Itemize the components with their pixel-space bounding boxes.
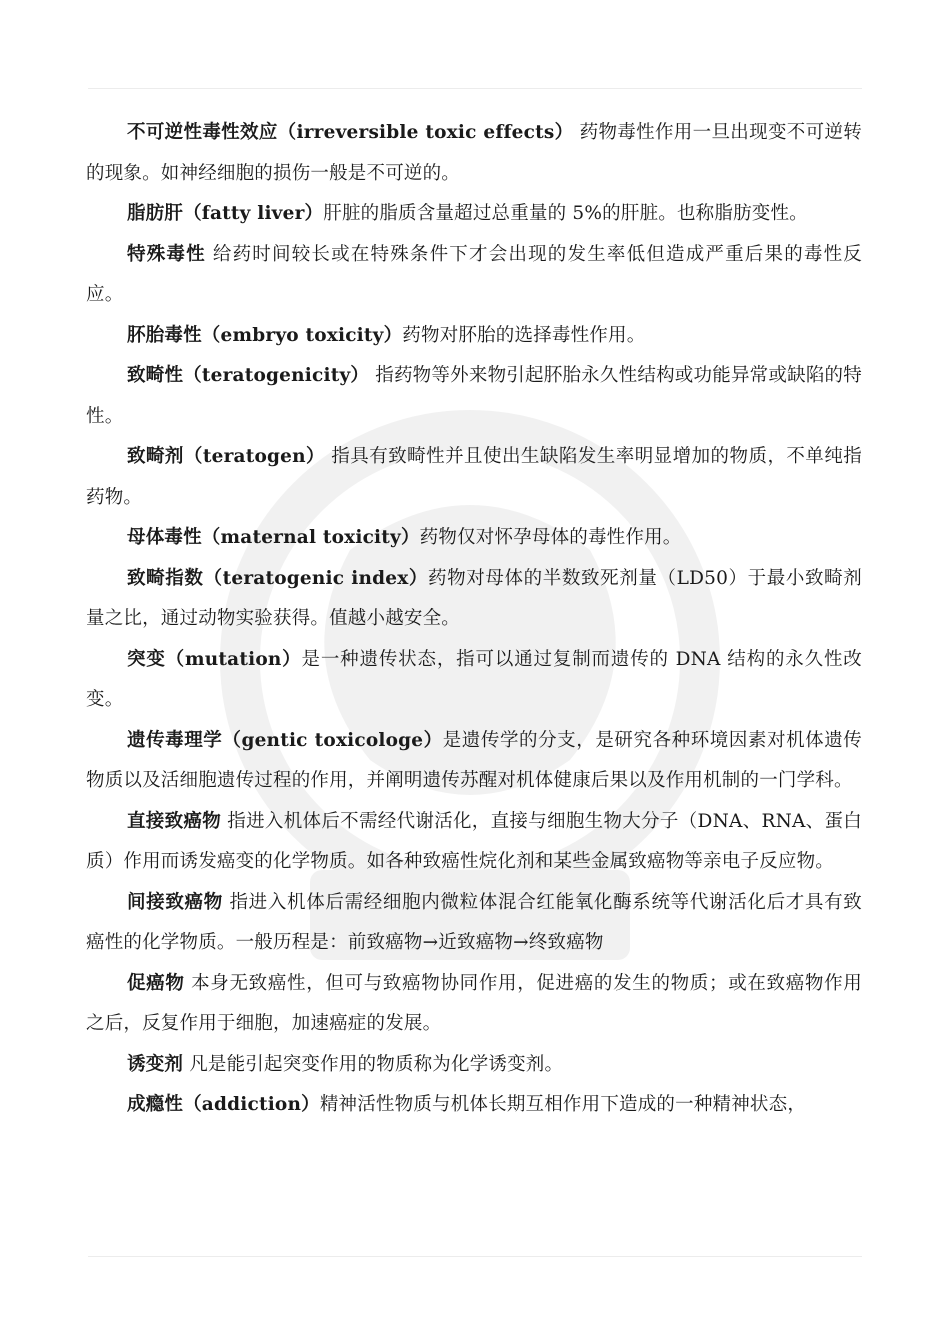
glossary-entry <box>86 1085 862 1126</box>
entry-definition: 精神活性物质与机体长期互相作用下造成的一种精神状态， <box>319 1094 807 1115</box>
entry-term: 遗传毒理学（gentic toxicologe） <box>127 729 443 751</box>
entry-term: 突变（mutation） <box>127 648 302 670</box>
header-rule <box>88 88 862 89</box>
entry-term: 不可逆性毒性效应（irreversible toxic effects） <box>127 122 574 143</box>
entry-definition: 指药物等外来物引起肧胎永久性结构或功能异常或缺陷的特性。 <box>86 365 862 427</box>
entry-definition: 凡是能引起突变作用的物质称为化学诱变剂。 <box>183 1053 564 1075</box>
footer-rule <box>88 1256 862 1257</box>
glossary-entry <box>86 518 862 559</box>
entry-definition: 药物对肧胎的选择毒性作用。 <box>402 324 646 346</box>
entry-definition: 指具有致畸性并且使出生缺陷发生率明显增加的物质，不单纯指药物。 <box>86 446 862 508</box>
glossary-entry <box>86 883 862 964</box>
glossary-entry <box>86 802 862 883</box>
glossary-entry <box>86 964 862 1045</box>
glossary-entry <box>86 316 862 357</box>
glossary-entry <box>86 721 862 802</box>
entry-definition: 药物对母体的半数致死剂量（LD50）于最小致畸剂量之比，通过动物实验获得。值越小越安全。 <box>86 567 863 629</box>
glossary-entry <box>86 437 862 518</box>
entry-term: 直接致癌物 <box>127 810 222 832</box>
glossary-entry <box>86 1045 862 1086</box>
glossary-entry <box>86 356 862 437</box>
glossary-entry <box>86 194 862 235</box>
entry-definition: 给药时间较长或在特殊条件下才会出现的发生率低但造成严重后果的毒性反应。 <box>86 243 862 305</box>
glossary-entry <box>86 113 862 194</box>
entry-term: 肧胎毒性（embryo toxicity） <box>127 324 403 346</box>
entry-term: 致畸指数（teratogenic index） <box>127 567 429 589</box>
entry-definition: 肝脏的脂质含量超过总重量的 5%的肝脏。也称脂肪变性。 <box>323 203 808 224</box>
entry-definition: 药物毒性作用一旦出现变不可逆转的现象。如神经细胞的损伤一般是不可逆的。 <box>86 122 862 184</box>
entry-term: 脂肪肝（fatty liver） <box>127 203 324 224</box>
entry-definition: 指进入机体后需经细胞内微粒体混合红能氧化酶系统等代谢活化后才具有致癌性的化学物质。一般历程是：前致癌物→近致癌物→终致癌物 <box>86 891 862 953</box>
glossary-entry <box>86 559 862 640</box>
entry-term: 间接致癌物 <box>127 891 223 913</box>
entry-term: 致畸剂（teratogen） <box>127 446 325 467</box>
glossary-content <box>86 113 862 1126</box>
entry-term: 致畸性（teratogenicity） <box>127 365 370 386</box>
entry-definition: 是遗传学的分支，是研究各种环境因素对机体遗传物质以及活细胞遗传过程的作用，并阐明遗传苏醒对机体健康后果以及作用机制的一门学科。 <box>86 729 863 791</box>
entry-term: 特殊毒性 <box>127 243 206 265</box>
entry-definition: 药物仅对怀孕母体的毒性作用。 <box>419 527 682 548</box>
glossary-entry <box>86 235 862 316</box>
entry-definition: 指进入机体后不需经代谢活化，直接与细胞生物大分子（DNA、RNA、蛋白质）作用而诱发癌变的化学物质。如各种致癌性烷化剂和某些金属致癌物等亲电子反应物。 <box>86 810 862 872</box>
entry-term: 诱变剂 <box>127 1053 184 1075</box>
entry-definition: 是一种遗传状态，指可以通过复制而遗传的 DNA 结构的永久性改变。 <box>86 648 862 710</box>
entry-term: 促癌物 <box>127 972 185 994</box>
glossary-entry <box>86 640 862 721</box>
entry-definition: 本身无致癌性，但可与致癌物协同作用，促进癌的发生的物质；或在致癌物作用之后，反复作用于细胞，加速癌症的发展。 <box>86 972 862 1034</box>
entry-term: 母体毒性（maternal toxicity） <box>127 527 420 548</box>
entry-term: 成瘾性（addiction） <box>127 1094 320 1115</box>
